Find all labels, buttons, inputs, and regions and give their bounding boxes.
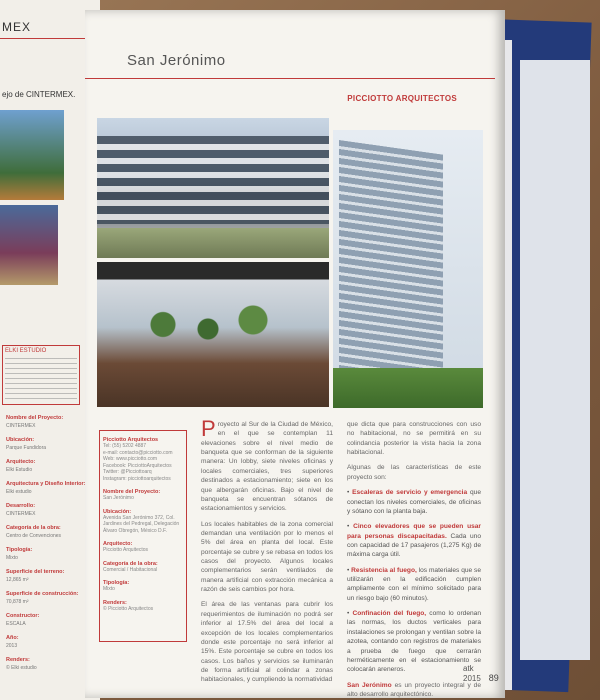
- render-terrace: [97, 262, 329, 407]
- terrace-trees: [127, 302, 307, 347]
- left-page-photo: [0, 205, 58, 285]
- contact-title: Picciotto Arquitectos: [103, 437, 159, 443]
- field-value: 70,878 m²: [6, 599, 29, 605]
- feature-text: como lo ordenan las normas, los ductos verticales para instalaciones se prolongan y ventilan sobre la azotea, contando con registros de materiales a prueba de fuego que cerrarán herméticamente en el estacionamiento se colocarán areneros.: [347, 610, 482, 674]
- info-label: Arquitecto:: [103, 541, 133, 547]
- render-tower: [333, 130, 483, 408]
- contact-line: Twitter: @Picciottoarq: [103, 469, 152, 475]
- info-label: Nombre del Proyecto:: [103, 489, 161, 495]
- field-value: Mixto: [6, 555, 18, 561]
- feature-title: Cinco elevadores que se pueden usar para personas discapacitadas.: [347, 523, 481, 540]
- feature-item: [347, 488, 481, 516]
- contact-lines: [103, 443, 183, 482]
- field-label: Tipología:: [6, 547, 33, 553]
- body-column-1: [201, 416, 333, 691]
- facade-bands: [97, 136, 329, 224]
- field-label: Constructor:: [6, 613, 40, 619]
- contact-line: Facebook: PicciottoArquitectos: [103, 462, 172, 469]
- field-label: Nombre del Proyecto:: [6, 415, 64, 421]
- page-footer: [463, 664, 505, 683]
- project-info-box: [99, 430, 187, 642]
- bullet-icon: •: [347, 566, 352, 574]
- tower-greenery: [333, 368, 483, 408]
- info-label: Renders:: [103, 599, 127, 606]
- feature-item: [347, 522, 481, 559]
- field-value: 2013: [6, 643, 18, 649]
- left-page-subtitle: ejo de CINTERMEX.: [2, 90, 76, 99]
- closing-paragraph: [347, 681, 481, 698]
- page-number: 89: [488, 673, 499, 683]
- info-value: © Picciotto Arquitectos: [103, 605, 154, 612]
- feature-title: Resistencia al fuego,: [351, 566, 417, 574]
- firm-name: PICCIOTTO ARQUITECTOS: [347, 94, 457, 103]
- closing-text: es un proyecto integral y de alto desarrollo arquitectónico.: [347, 681, 481, 698]
- closing-bold: San Jerónimo: [347, 681, 392, 689]
- bullet-icon: •: [347, 523, 354, 531]
- magazine-name: atk 2015: [463, 664, 481, 683]
- field-value: © Elki estudio: [6, 665, 37, 671]
- info-value: Avenida San Jerónimo 372, Col. Jardines del Pedregal, Delegación Álvaro Obregón, México D.F.: [103, 514, 180, 534]
- facade-ground: [97, 228, 329, 258]
- paragraph: Algunas de las características de este proyecto son:: [347, 464, 481, 481]
- info-label: Categoría de la obra:: [103, 560, 158, 567]
- feature-title: Confinación del fuego,: [352, 610, 427, 618]
- left-page-photo: [0, 110, 64, 200]
- feature-title: Escaleras de servicio y emergencia: [352, 489, 468, 497]
- field-value: Parque Fundidora: [6, 445, 47, 451]
- field-label: Año:: [6, 635, 19, 641]
- field-value: CINTERMEX: [6, 423, 36, 429]
- contact-line: Web: www.picciotto.com: [103, 456, 158, 462]
- render-building-facade: [97, 118, 329, 258]
- field-value: Elki Estudio: [6, 467, 33, 473]
- field-value: 12,865 m²: [6, 577, 29, 583]
- feature-text: los materiales que se utilizarán en la edificación cumplen ampliamente con el mínimo solicitado para un riesgo bajo (60 minutos).: [347, 566, 482, 602]
- magazine-page: [85, 10, 505, 698]
- field-label: Categoría de la obra:: [6, 525, 61, 531]
- field-label: Arquitecto:: [6, 459, 36, 465]
- info-value: San Jerónimo: [103, 495, 134, 501]
- info-label: Ubicación:: [103, 508, 132, 515]
- feature-item: [347, 609, 481, 675]
- left-page-credit-box: [2, 345, 80, 405]
- field-label: Ubicación:: [6, 437, 35, 443]
- feature-item: [347, 566, 481, 603]
- field-label: Renders:: [6, 657, 30, 663]
- field-label: Superficie de construcción:: [6, 591, 79, 597]
- credit-box-title: ELKI ESTUDIO: [5, 348, 47, 354]
- tower-shape: [339, 140, 443, 391]
- field-value: CINTERMEX: [6, 511, 36, 517]
- bullet-icon: •: [347, 610, 353, 618]
- field-value: Centro de Convenciones: [6, 533, 62, 539]
- feature-list: [347, 488, 481, 674]
- credit-box-text: [5, 358, 77, 400]
- contact-line: Tel: (55) 5202 4887: [103, 443, 147, 449]
- contact-line: Instagram: picciottoarquitectos: [103, 475, 171, 482]
- title-rule: [85, 78, 495, 79]
- feature-text: Cada uno con capacidad de 17 pasajeros (1,275 Kg) de máxima carga útil.: [347, 532, 481, 559]
- field-value: ESCALA: [6, 621, 26, 627]
- bullet-icon: •: [347, 489, 353, 497]
- field-label: Arquitectura y Diseño Interior:: [6, 481, 86, 487]
- paragraph-text: royecto al Sur de la Ciudad de México, en el que se contemplan 11 elevaciones sobre el nivel medio de banqueta que se conforman de la siguiente manera: Un lobby, siete niveles oficinas y locales comerciales, tres superiores destinados a estacionamiento; siete en los que albergarán oficinas. Bajo el nivel de banqueta se encuentran sótanos de estacionamientos y servicios.: [201, 421, 333, 513]
- paragraph: El área de las ventanas para cubrir los requerimientos de iluminación no podrá ser inferior al 17.5% del área del local a excepción de los locales complementarios donde este porcentaje no será inferior al 15%. Este porcentaje se cubre en todos los casos. Los baños y servicios se iluminarán de forma artificial al colindar a zonas habitacionales, y cumpliendo la normatividad: [201, 601, 333, 684]
- body-column-2: [347, 420, 481, 698]
- info-value: Picciotto Arquitectos: [103, 547, 149, 553]
- info-value: Mixto: [103, 586, 115, 592]
- info-label: Tipología:: [103, 580, 130, 586]
- drop-cap: P: [201, 416, 216, 441]
- feature-text: que conectan los niveles comerciales, de oficinas y sótano con la planta baja.: [347, 489, 481, 515]
- page-title: San Jerónimo: [127, 52, 226, 69]
- field-label: Superficie del terreno:: [6, 569, 65, 575]
- left-page-title: MEX: [2, 20, 32, 34]
- paragraph: Los locales habitables de la zona comercial demandan una ventilación por lo menos el 5% del área en planta del local. Este porcentaje se cubre y se rebasa en todos los casos del proyecto. Algunos locales complementarios serán ventilados de manera artificial con extracción mecánica a razón de seis cambios por hora.: [201, 520, 333, 594]
- field-label: Desarrollo:: [6, 503, 36, 509]
- field-value: Elki estudio: [6, 489, 32, 495]
- info-value: Comercial / Habitacional: [103, 566, 158, 573]
- info-fields: [103, 489, 183, 612]
- paragraph: [201, 416, 333, 514]
- contact-line: e-mail: contacto@picciotto.com: [103, 449, 173, 456]
- paragraph: que dicta que para construcciones con uso no habitacional, no se permitirá en su colindancia posterior la vista hacia la zona habitacional.: [347, 421, 481, 457]
- background-magazine-page: [520, 60, 590, 660]
